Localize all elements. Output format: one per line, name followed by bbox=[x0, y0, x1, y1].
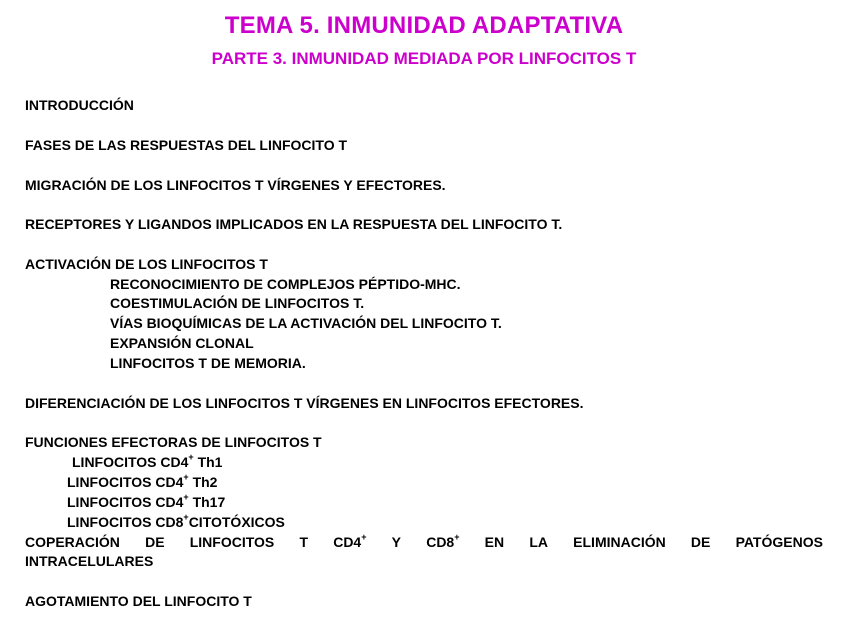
subitem-vias-bioquimicas: VÍAS BIOQUÍMICAS DE LA ACTIVACIÓN DEL LINFOCITO T. bbox=[110, 315, 502, 331]
subitem-cd8-citotoxicos: LINFOCITOS CD8+CITOTÓXICOS bbox=[67, 512, 285, 530]
section-agotamiento: AGOTAMIENTO DEL LINFOCITO T bbox=[25, 593, 252, 609]
page-title: TEMA 5. INMUNIDAD ADAPTATIVA bbox=[224, 12, 624, 39]
section-fases: FASES DE LAS RESPUESTAS DEL LINFOCITO T bbox=[25, 137, 348, 153]
section-introduccion: INTRODUCCIÓN bbox=[25, 97, 134, 113]
page-subtitle: PARTE 3. INMUNIDAD MEDIADA POR LINFOCITOS T bbox=[211, 49, 637, 68]
subitem-coestimulacion: COESTIMULACIÓN DE LINFOCITOS T. bbox=[110, 295, 365, 311]
section-cooperacion-line2: INTRACELULARES bbox=[25, 553, 154, 569]
section-cooperacion: COPERACIÓN DE LINFOCITOS T CD4+ Y CD8+ EN LA ELIMINACIÓN DE PATÓGENOS bbox=[25, 532, 823, 550]
section-activacion: ACTIVACIÓN DE LOS LINFOCITOS T bbox=[25, 256, 268, 272]
section-funciones: FUNCIONES EFECTORAS DE LINFOCITOS T bbox=[25, 434, 322, 450]
section-receptores: RECEPTORES Y LIGANDOS IMPLICADOS EN LA RESPUESTA DEL LINFOCITO T. bbox=[25, 216, 563, 232]
subitem-cd4-th1: LINFOCITOS CD4+ Th1 bbox=[72, 452, 223, 470]
subitem-linfocitos-memoria: LINFOCITOS T DE MEMORIA. bbox=[110, 355, 306, 371]
subitem-cd4-th2: LINFOCITOS CD4+ Th2 bbox=[67, 472, 218, 490]
section-diferenciacion: DIFERENCIACIÓN DE LOS LINFOCITOS T VÍRGENES EN LINFOCITOS EFECTORES. bbox=[25, 395, 584, 411]
subitem-expansion-clonal: EXPANSIÓN CLONAL bbox=[110, 335, 254, 351]
subitem-reconocimiento: RECONOCIMIENTO DE COMPLEJOS PÉPTIDO-MHC. bbox=[110, 276, 461, 292]
subitem-cd4-th17: LINFOCITOS CD4+ Th17 bbox=[67, 492, 226, 510]
section-migracion: MIGRACIÓN DE LOS LINFOCITOS T VÍRGENES Y EFECTORES. bbox=[25, 177, 446, 193]
